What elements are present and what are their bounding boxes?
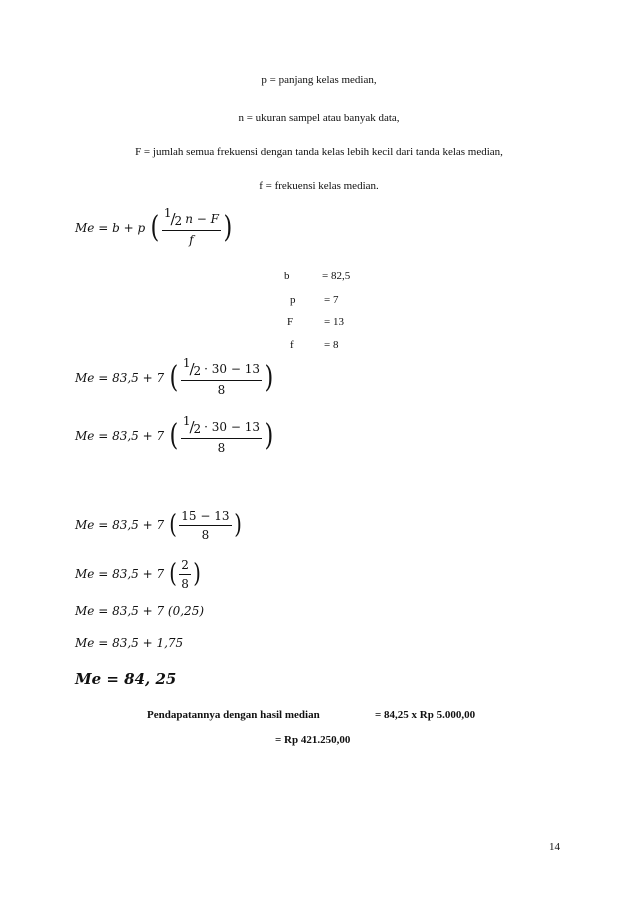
median-formula xyxy=(75,206,234,250)
open-paren: ( xyxy=(169,360,179,395)
definition-p: p = panjang kelas median, xyxy=(261,74,377,86)
step-lhs: Me = 83,5 + 7 xyxy=(75,518,165,532)
step-fraction xyxy=(179,558,191,591)
variable-value: = 8 xyxy=(324,339,339,351)
open-paren: ( xyxy=(169,510,177,540)
variable-b xyxy=(284,270,350,282)
open-paren: ( xyxy=(169,559,177,589)
formula-lhs: Me = b + p xyxy=(75,221,146,235)
denominator: 8 xyxy=(217,382,226,397)
income-label: Pendapatannya dengan hasil median xyxy=(147,709,320,721)
step-6: Me = 83,5 + 1,75 xyxy=(75,636,184,650)
open-paren: ( xyxy=(169,418,179,453)
definition-f: f = frekuensi kelas median. xyxy=(259,180,379,192)
half-numerator: 1 xyxy=(182,413,191,428)
formula-denominator: f xyxy=(189,232,194,247)
close-paren: ) xyxy=(233,510,242,540)
income-total: = Rp 421.250,00 xyxy=(275,734,351,746)
variable-value: = 82,5 xyxy=(322,270,351,282)
half-numerator: 1 xyxy=(163,205,172,220)
variable-value: = 13 xyxy=(324,316,344,328)
variable-name: F xyxy=(287,316,294,328)
numerator: 2 xyxy=(179,558,191,575)
step-lhs: Me = 83,5 + 7 xyxy=(75,567,165,581)
denominator: 8 xyxy=(217,440,226,455)
half-fraction: 1 / 2 xyxy=(163,205,183,228)
formula-fraction xyxy=(162,205,221,247)
variable-p xyxy=(290,294,338,306)
close-paren: ) xyxy=(193,559,201,589)
variable-value: = 7 xyxy=(324,294,339,306)
close-paren: ) xyxy=(264,418,274,453)
step-4 xyxy=(75,554,202,594)
median-result: Me = 84, 25 xyxy=(75,670,177,688)
variable-name: p xyxy=(290,294,296,306)
half-numerator: 1 xyxy=(182,355,191,370)
step-fraction xyxy=(181,355,262,397)
half-denominator: 2 xyxy=(193,363,202,378)
step-lhs: Me = 83,5 + 7 xyxy=(75,429,165,443)
formula-numerator-rest: n − F xyxy=(185,211,219,226)
half-denominator: 2 xyxy=(193,421,202,436)
denominator: 8 xyxy=(201,527,210,542)
open-paren: ( xyxy=(150,210,160,245)
half-fraction: 1 / 2 xyxy=(182,413,202,436)
step-fraction xyxy=(179,509,231,542)
half-fraction: 1 / 2 xyxy=(182,355,202,378)
definition-F: F = jumlah semua frekuensi dengan tanda kelas lebih kecil dari tanda kelas median, xyxy=(135,146,503,158)
step-1 xyxy=(75,356,275,400)
close-paren: ) xyxy=(223,210,233,245)
page-number: 14 xyxy=(549,841,560,853)
numerator: 15 − 13 xyxy=(179,509,231,526)
variable-F xyxy=(287,316,344,328)
close-paren: ) xyxy=(264,360,274,395)
numerator-rest: · 30 − 13 xyxy=(204,361,261,376)
step-3 xyxy=(75,505,243,545)
numerator-rest: · 30 − 13 xyxy=(204,419,261,434)
step-2 xyxy=(75,414,275,458)
half-denominator: 2 xyxy=(174,213,183,228)
step-lhs: Me = 83,5 + 7 xyxy=(75,371,165,385)
denominator: 8 xyxy=(181,576,189,591)
variable-f xyxy=(290,339,338,351)
step-fraction xyxy=(181,413,262,455)
variable-name: f xyxy=(290,339,294,351)
income-calculation: = 84,25 x Rp 5.000,00 xyxy=(375,709,476,721)
variable-name: b xyxy=(284,270,290,282)
definition-n: n = ukuran sampel atau banyak data, xyxy=(238,112,400,124)
step-5: Me = 83,5 + 7 (0,25) xyxy=(75,604,205,618)
